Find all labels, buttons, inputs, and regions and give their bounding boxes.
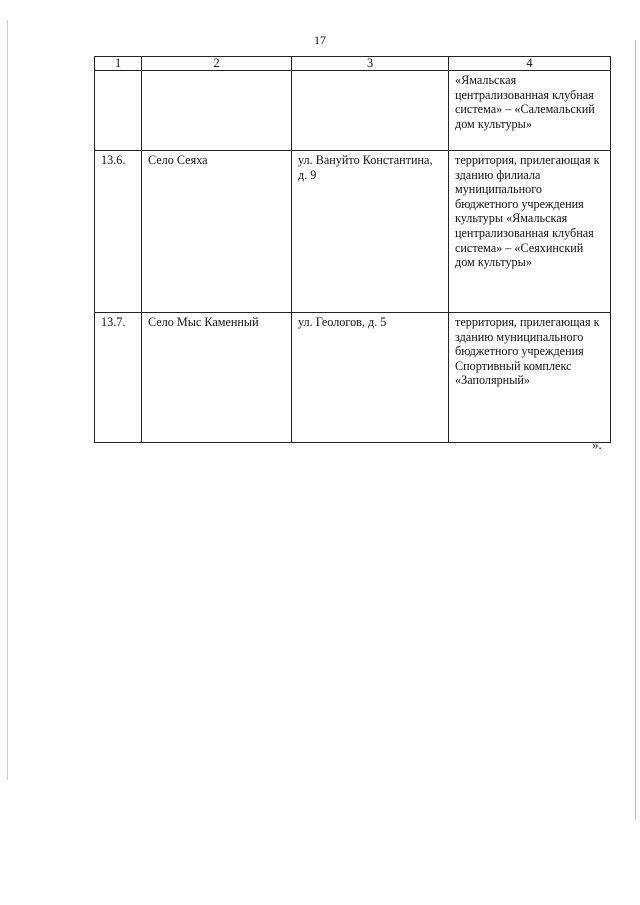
- table-header-row: [95, 57, 611, 71]
- settlement-cell: Село Мыс Каменный: [142, 313, 292, 443]
- address-cell: ул. Вануйто Константина, д. 9: [292, 151, 449, 313]
- table-row: [95, 151, 611, 313]
- description-cell: «Ямальская централизованная клубная система» – «Салемальский дом культуры»: [449, 71, 611, 151]
- address-cell: ул. Геологов, д. 5: [292, 313, 449, 443]
- row-number-cell: 13.7.: [95, 313, 142, 443]
- page-number: 17: [314, 33, 326, 47]
- column-header-4: 4: [449, 57, 611, 71]
- scan-edge-line: [7, 20, 8, 780]
- row-number-cell: 13.6.: [95, 151, 142, 313]
- scan-edge-line: [635, 40, 636, 820]
- closing-quote-mark: ».: [592, 437, 602, 452]
- settlement-cell: Село Сеяха: [142, 151, 292, 313]
- table-row: [95, 313, 611, 443]
- column-header-2: 2: [142, 57, 292, 71]
- column-header-1: 1: [95, 57, 142, 71]
- data-table: [94, 56, 611, 443]
- description-cell: территория, прилегающая к зданию муниципального бюджетного учреждения Спортивный комплекс «Заполярный»: [449, 313, 611, 443]
- description-cell: территория, прилегающая к зданию филиала муниципального бюджетного учреждения культуры «Ямальская централизованная клубная система» – «Сеяхинский дом культуры»: [449, 151, 611, 313]
- address-cell: [292, 71, 449, 151]
- settlement-cell: [142, 71, 292, 151]
- column-header-3: 3: [292, 57, 449, 71]
- row-number-cell: [95, 71, 142, 151]
- table-row: [95, 71, 611, 151]
